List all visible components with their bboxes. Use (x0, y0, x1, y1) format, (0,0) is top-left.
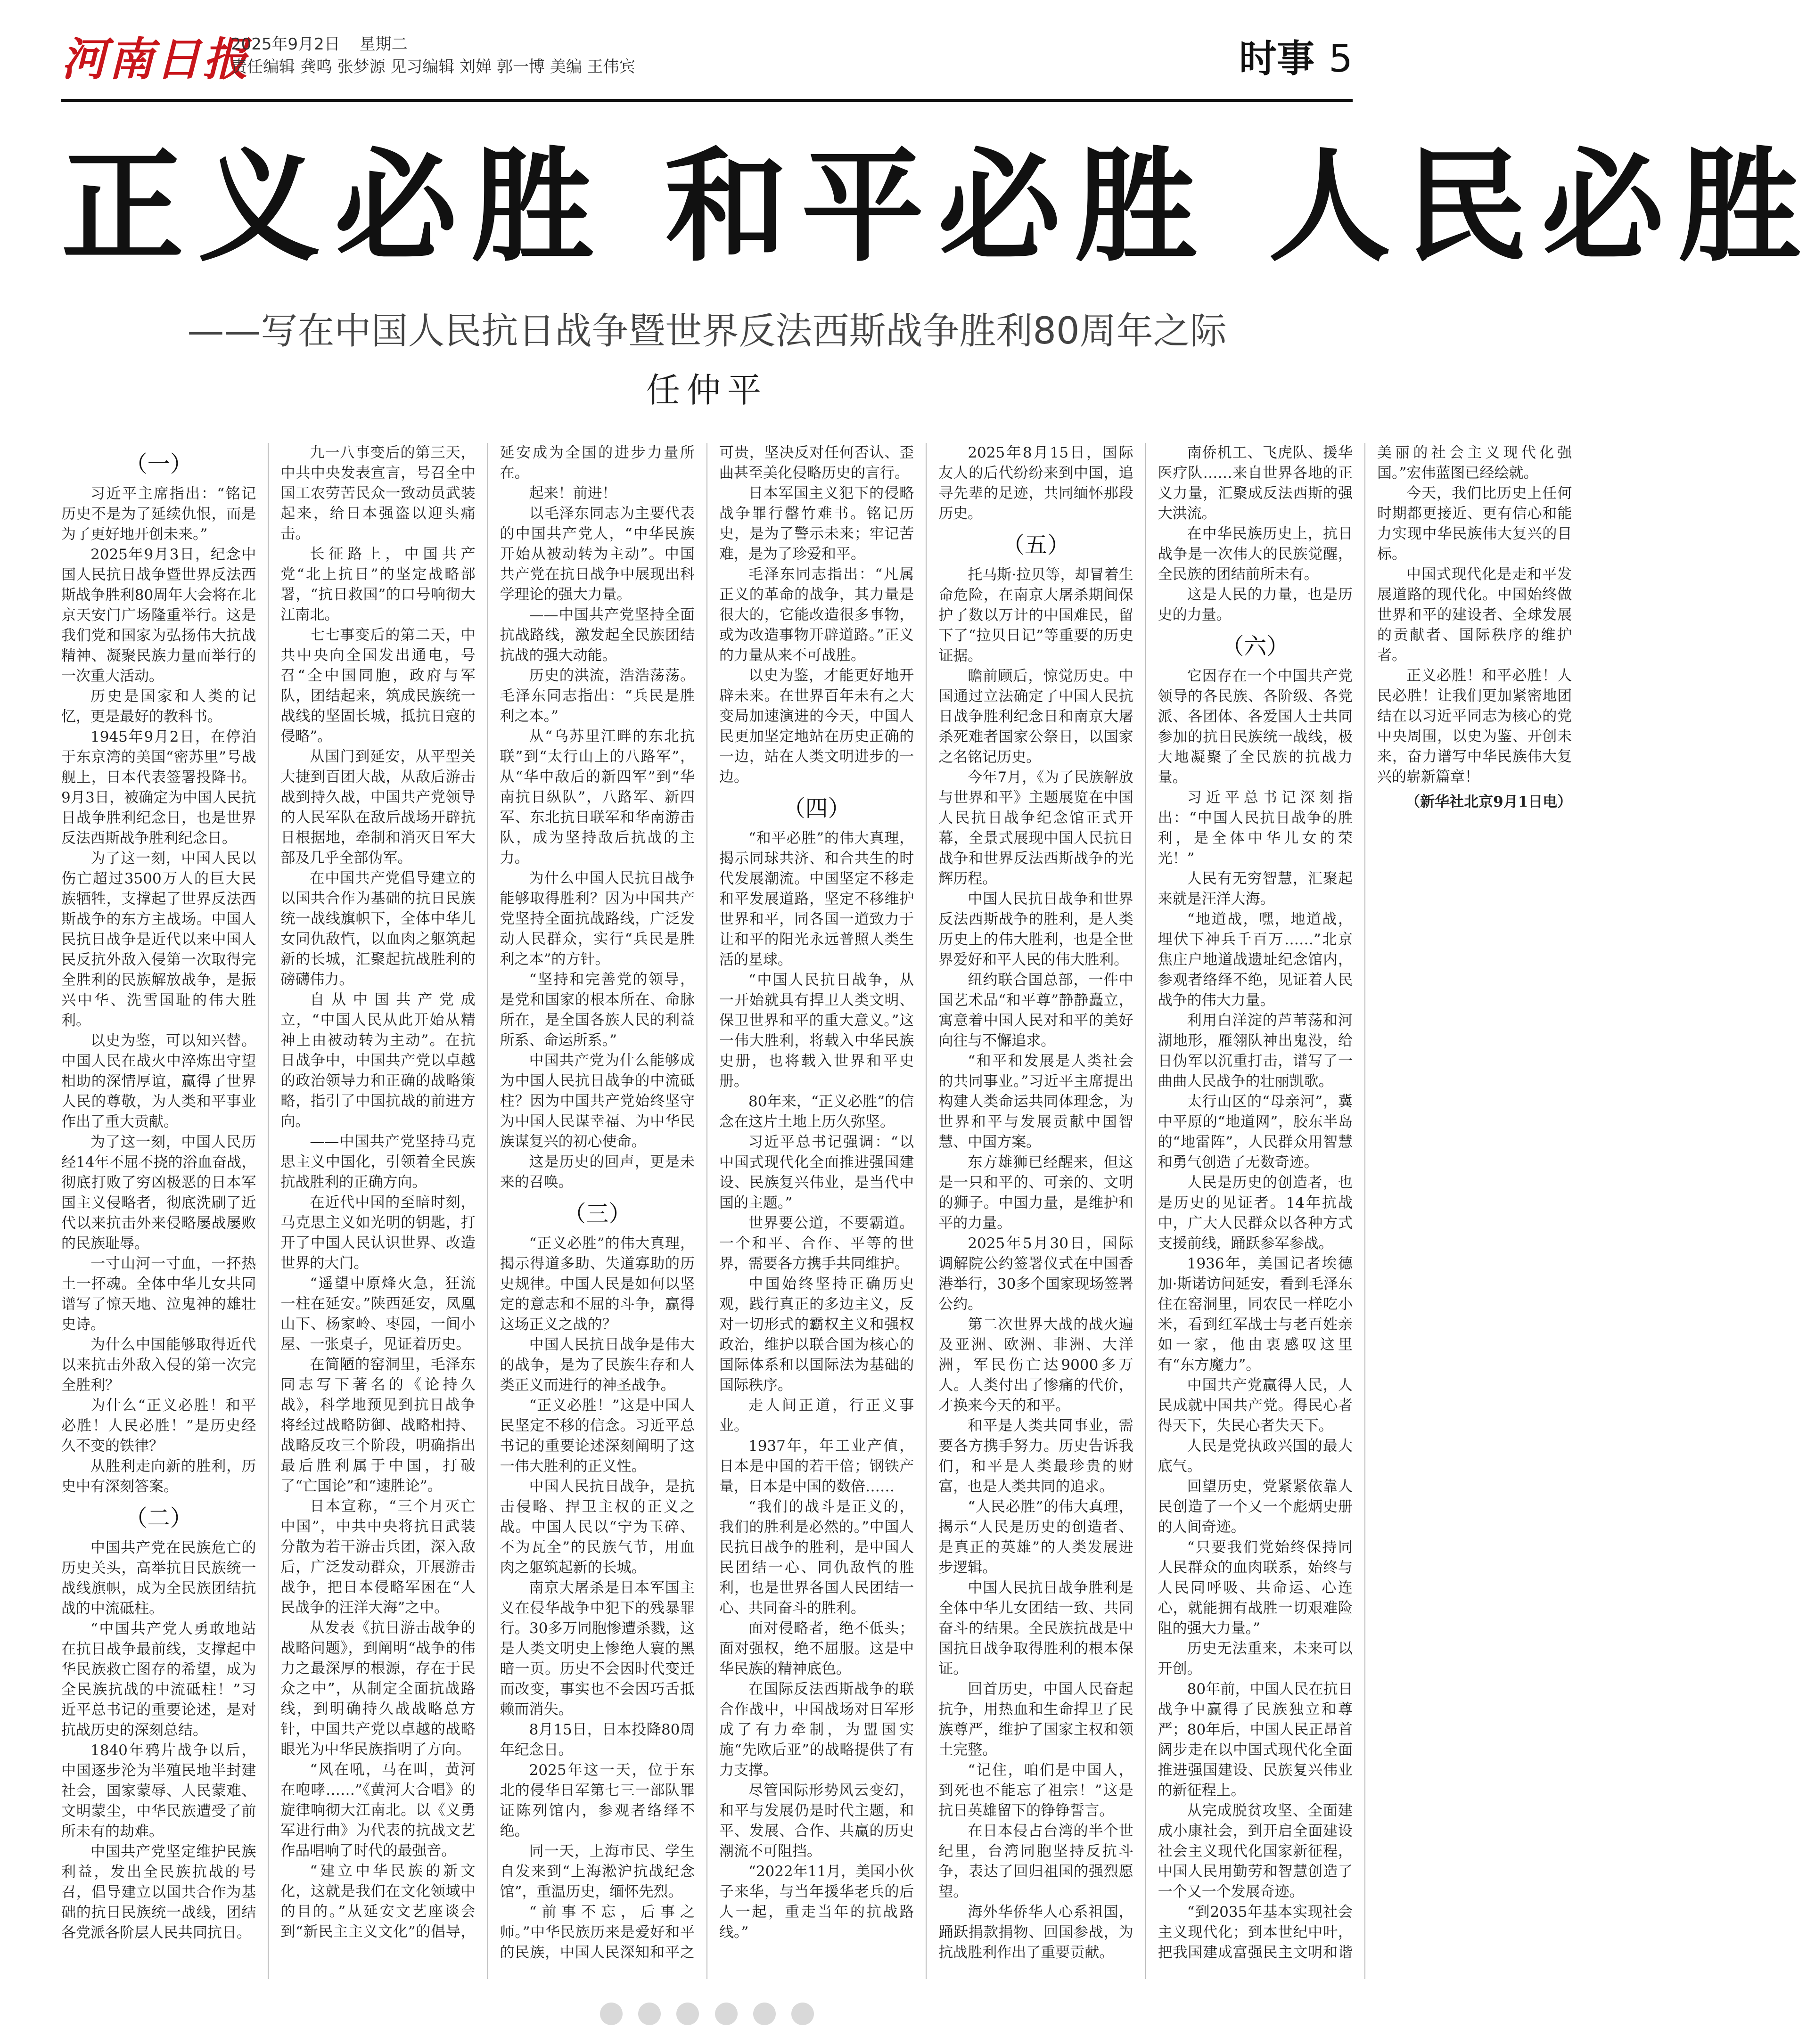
body-paragraph: 习近平主席指出：“铭记历史不是为了延续仇恨，而是为了更好地开创未来。” (61, 485, 256, 543)
body-paragraph: 托马斯·拉贝等，却冒着生命危险，在南京大屠杀期间保护了数以万计的中国难民，留下了“拉贝日记”等重要的历史证据。 (938, 566, 1133, 664)
news-agency-credit: （新华社北京9月1日电） (1405, 793, 1572, 810)
body-paragraph: 九一八事变后的第三天，中共中央发表宣言，号召全中国工农劳苦民众一致动员武装起来，给日本强盗以迎头痛击。 (280, 444, 476, 542)
body-paragraph: 以史为鉴，才能更好地开辟未来。在世界百年未有之大变局加速演进的今天，中国人民更加坚定地站在历史正确的一边，站在人类文明进步的一边。 (719, 667, 914, 785)
registration-dot (753, 2003, 776, 2025)
registration-dot (791, 2003, 814, 2025)
body-paragraph: 自从中国共产党成立，“中国人民从此开始从精神上由被动转为主动”。在抗日战争中，中国共产党以卓越的政治领导力和正确的战略策略，指引了中国抗战的前进方向。 (280, 991, 476, 1130)
body-paragraph: 中国共产党赢得人民，人民成就中国共产党。得民心者得天下，失民心者失天下。 (1158, 1377, 1353, 1434)
body-paragraph: 从“乌苏里江畔的东北抗联”到“太行山上的八路军”，从“华中敌后的新四军”到“华南抗日纵队”，八路军、新四军、东北抗日联军和华南游击队，成为坚持敌后抗战的主力。 (500, 728, 695, 867)
body-paragraph: 中国始终坚持正确历史观，践行真正的多边主义，反对一切形式的霸权主义和强权政治，维护以联合国为核心的国际体系和以国际法为基础的国际秩序。 (719, 1275, 914, 1394)
body-paragraph: 起来！前进！ (529, 485, 617, 502)
body-paragraph: 海外华侨华人心系祖国，踊跃捐款捐物、回国参战，为抗战胜利作出了重要贡献。 (938, 1904, 1133, 1961)
body-paragraph: 中国式现代化是走和平发展道路的现代化。中国始终做世界和平的建设者、全球发展的贡献者、国际秩序的维护者。 (1377, 566, 1572, 664)
body-paragraph: “建立中华民族的新文化，这就是我们在文化领域中的目的。”从延安文艺座谈会到“新民主主义文化”的倡导，延安成为全国的进步力量所在。 (280, 444, 695, 1940)
body-paragraph: 这是人民的力量，也是历史的力量。 (1158, 586, 1353, 623)
body-paragraph: 历史无法重来，未来可以开创。 (1158, 1640, 1353, 1677)
body-paragraph: “人民必胜”的伟大真理，揭示“人民是历史的创造者、是真正的英雄”的人类发展进步逻辑。 (938, 1498, 1133, 1576)
body-paragraph: “2022年11月，美国小伙子来华，与当年援华老兵的后人一起，重走当年的抗战路线。” (719, 1863, 914, 1941)
body-paragraph: 在日本侵占台湾的半个世纪里，台湾同胞坚持反抗斗争，表达了回归祖国的强烈愿望。 (938, 1823, 1133, 1900)
page-footer (0, 2003, 1414, 2031)
editors-line: 责任编辑 龚鸣 张梦源 见习编辑 刘婵 郭一博 美编 王伟宾 (231, 57, 635, 76)
body-paragraph: “正义必胜！”这是中国人民坚定不移的信念。习近平总书记的重要论述深刻阐明了这一伟大胜利的正义性。 (500, 1397, 695, 1475)
body-paragraph: 80年来，“正义必胜”的信念在这片土地上历久弥坚。 (719, 1093, 914, 1130)
body-paragraph: 回望历史，党紧紧依靠人民创造了一个又一个彪炳史册的人间奇迹。 (1158, 1478, 1353, 1536)
section-heading: （一） (124, 451, 193, 477)
body-paragraph: “中国人民抗日战争，从一开始就具有捍卫人类文明、保卫世界和平的重大意义。”这一伟大胜利，将载入中华民族史册，也将载入世界和平史册。 (719, 972, 914, 1090)
body-paragraph: 正义必胜！和平必胜！人民必胜！让我们更加紧密地团结在以习近平同志为核心的党中央周围，以史为鉴、开创未来，奋力谱写中华民族伟大复兴的崭新篇章！ (1377, 667, 1572, 785)
body-paragraph: 为什么“正义必胜！和平必胜！人民必胜！”是历史经久不变的铁律？ (61, 1397, 256, 1455)
body-paragraph: 在简陋的窑洞里，毛泽东同志写下著名的《论持久战》，科学地预见到抗日战争将经过战略防御、战略相持、战略反攻三个阶段，明确指出最后胜利属于中国，打破了“亡国论”和“速胜论”。 (280, 1356, 476, 1495)
body-paragraph: “正义必胜”的伟大真理，揭示得道多助、失道寡助的历史规律。中国人民是如何以坚定的意志和不屈的斗争，赢得这场正义之战的？ (500, 1235, 695, 1333)
body-paragraph: 太行山区的“母亲河”，冀中平原的“地道网”，胶东半岛的“地雷阵”，人民群众用智慧和勇气创造了无数奇迹。 (1158, 1093, 1353, 1171)
body-paragraph: 中国共产党在民族危亡的历史关头，高举抗日民族统一战线旗帜，成为全民族团结抗战的中流砥柱。 (61, 1539, 256, 1617)
masthead (61, 19, 1353, 102)
body-paragraph: 从胜利走向新的胜利，历史中有深刻答案。 (61, 1458, 256, 1495)
body-paragraph: 1945年9月2日，在停泊于东京湾的美国“密苏里”号战舰上，日本代表签署投降书。9月3日，被确定为中国人民抗日战争胜利纪念日，也是世界反法西斯战争胜利纪念日。 (61, 728, 256, 847)
body-paragraph: 在国际反法西斯战争的联合作战中，中国战场对日军形成了有力牵制，为盟国实施“先欧后亚”的战略提供了有力支撑。 (719, 1681, 914, 1779)
body-paragraph: “到2035年基本实现社会主义现代化；到本世纪中叶，把我国建成富强民主文明和谐美丽的社会主义现代化强国。”宏伟蓝图已经绘就。 (1158, 444, 1572, 1961)
body-paragraph: 尽管国际形势风云变幻，和平与发展仍是时代主题，和平、发展、合作、共赢的历史潮流不可阻挡。 (719, 1782, 914, 1860)
section-heading: （四） (782, 795, 851, 822)
body-paragraph: 日本宣称，“三个月灭亡中国”，中共中央将抗日武装分散为若干游击兵团，深入敌后，广泛发动群众，开展游击战争，把日本侵略军困在“人民战争的汪洋大海”之中。 (280, 1498, 476, 1616)
body-paragraph: 南侨机工、飞虎队、援华医疗队……来自世界各地的正义力量，汇聚成反法西斯的强大洪流。 (1158, 444, 1353, 522)
body-paragraph: 它因存在一个中国共产党领导的各民族、各阶级、各党派、各团体、各爱国人士共同参加的抗日民族统一战线，极大地凝聚了全民族的抗战力量。 (1158, 668, 1353, 786)
section-heading: （三） (563, 1201, 632, 1227)
issue-weekday: 星期二 (359, 35, 408, 54)
section-name: 时事 (1239, 37, 1315, 81)
body-paragraph: 习近平总书记深刻指出：“中国人民抗日战争的胜利，是全体中华儿女的荣光！” (1158, 789, 1353, 867)
registration-dot (676, 2003, 699, 2025)
body-paragraph: 为了这一刻，中国人民以伤亡超过3500万人的巨大民族牺牲，支撑起了世界反法西斯战争的东方主战场。中国人民抗日战争是近代以来中国人民反抗外敌入侵第一次取得完全胜利的民族解放战争，是振兴中华、洗雪国耻的伟大胜利。 (61, 850, 256, 1029)
body-paragraph: “风在吼，马在叫，黄河在咆哮……”《黄河大合唱》的旋律响彻大江南北。以《义勇军进行曲》为代表的抗战文艺作品唱响了时代的最强音。 (280, 1761, 476, 1859)
body-paragraph: 南京大屠杀是日本军国主义在侵华战争中犯下的残暴罪行。30多万同胞惨遭杀戮，这是人类文明史上惨绝人寰的黑暗一页。历史不会因时代变迁而改变，事实也不会因巧舌抵赖而消失。 (500, 1579, 695, 1718)
section-heading: （二） (124, 1505, 193, 1531)
body-paragraph: 毛泽东同志指出：“凡属正义的革命的战争，其力量是很大的，它能改造很多事物，或为改造事物开辟道路。”正义的力量从来不可战胜。 (719, 566, 914, 664)
body-paragraph: 为了这一刻，中国人民历经14年不屈不挠的浴血奋战，彻底打败了穷凶极恶的日本军国主义侵略者，彻底洗刷了近代以来抗击外来侵略屡战屡败的民族耻辱。 (61, 1134, 256, 1252)
body-paragraph: 利用白洋淀的芦苇荡和河湖地形，雁翎队神出鬼没，给日伪军以沉重打击，谱写了一曲曲人民战争的壮丽凯歌。 (1158, 1012, 1353, 1090)
body-paragraph: 纽约联合国总部，一件中国艺术品“和平尊”静静矗立，寓意着中国人民对和平的美好向往与不懈追求。 (938, 972, 1133, 1049)
body-paragraph: 在中华民族历史上，抗日战争是一次伟大的民族觉醒，全民族的团结前所未有。 (1158, 525, 1353, 583)
section-heading: （六） (1221, 633, 1289, 660)
body-paragraph: 同一天，上海市民、学生自发来到“上海淞沪抗战纪念馆”，重温历史，缅怀先烈。 (500, 1843, 695, 1900)
body-paragraph: “记住，咱们是中国人，到死也不能忘了祖宗！”这是抗日英雄留下的铮铮誓言。 (938, 1762, 1133, 1819)
body-paragraph: 为什么中国人民抗日战争能够取得胜利？因为中国共产党坚持全面抗战路线，广泛发动人民群众，实行“兵民是胜利之本”的方针。 (500, 870, 695, 968)
body-paragraph: “地道战，嘿，地道战，埋伏下神兵千百万……”北京焦庄户地道战遗址纪念馆内，参观者络绎不绝，见证着人民战争的伟大力量。 (1158, 911, 1353, 1009)
body-paragraph: 日本军国主义犯下的侵略战争罪行罄竹难书。铭记历史，是为了警示未来；牢记苦难，是为了珍爱和平。 (719, 485, 914, 563)
body-paragraph: 1937年，年工业产值，日本是中国的若干倍；钢铁产量，日本是中国的数倍…… (719, 1438, 914, 1495)
paper-logo: 河南日报 (61, 33, 250, 86)
body-paragraph: “坚持和完善党的领导，是党和国家的根本所在、命脉所在，是全国各族人民的利益所系、命运所系。” (500, 971, 695, 1049)
page-number: 5 (1329, 37, 1353, 81)
body-paragraph: 1840年鸦片战争以后，中国逐步沦为半殖民地半封建社会，国家蒙辱、人民蒙难、文明蒙尘，中华民族遭受了前所未有的劫难。 (61, 1742, 256, 1840)
body-paragraph: 2025年这一天，位于东北的侵华日军第七三一部队罪证陈列馆内，参观者络绎不绝。 (500, 1762, 695, 1840)
body-paragraph: 东方雄狮已经醒来，但这是一只和平的、可亲的、文明的狮子。中国力量，是维护和平的力量。 (938, 1154, 1133, 1232)
body-paragraph: 人民是党执政兴国的最大底气。 (1158, 1438, 1353, 1475)
body-paragraph: 这是历史的回声，更是未来的召唤。 (500, 1153, 695, 1191)
registration-dot (638, 2003, 661, 2025)
body-paragraph: 回首历史，中国人民奋起抗争，用热血和生命捍卫了民族尊严，维护了国家主权和领土完整。 (938, 1681, 1133, 1758)
body-paragraph: 习近平总书记强调：“以中国式现代化全面推进强国建设、民族复兴伟业，是当代中国的主题。” (719, 1134, 914, 1211)
body-paragraph: 历史是国家和人类的记忆，更是最好的教科书。 (61, 688, 256, 725)
body-paragraph: 今天，我们比历史上任何时期都更接近、更有信心和能力实现中华民族伟大复兴的目标。 (1377, 485, 1572, 563)
body-paragraph: 长征路上，中国共产党“北上抗日”的坚定战略部署，“抗日救国”的口号响彻大江南北。 (280, 546, 476, 623)
body-paragraph: 中国人民抗日战争是伟大的战争，是为了民族生存和人类正义而进行的神圣战争。 (500, 1336, 695, 1394)
article-body (61, 443, 1572, 1979)
body-paragraph: 80年前，中国人民在抗日战争中赢得了民族独立和尊严；80年后，中国人民正昂首阔步走在以中国式现代化全面推进强国建设、民族复兴伟业的新征程上。 (1158, 1681, 1353, 1799)
section-heading: （五） (1002, 532, 1070, 558)
body-paragraph: 和平是人类共同事业，需要各方携手努力。历史告诉我们，和平是人类最珍贵的财富，也是人类共同的追求。 (938, 1417, 1133, 1495)
body-paragraph: 从发表《抗日游击战争的战略问题》，到阐明“战争的伟力之最深厚的根源，存在于民众之中”，从制定全面抗战路线，到明确持久战战略总方针，中国共产党以卓越的战略眼光为中华民族指明了方向。 (280, 1619, 476, 1758)
body-paragraph: 2025年5月30日，国际调解院公约签署仪式在中国香港举行，30多个国家现场签署公约。 (938, 1235, 1133, 1313)
body-paragraph: 在中国共产党倡导建立的以国共合作为基础的抗日民族统一战线旗帜下，全体中华儿女同仇敌忾，以血肉之躯筑起新的长城，汇聚起抗战胜利的磅礴伟力。 (280, 870, 476, 988)
body-paragraph: “遥望中原烽火急，狂流一柱在延安。”陕西延安，凤凰山下、杨家岭、枣园，一间小屋、一张桌子，见证着历史。 (280, 1275, 476, 1353)
body-paragraph: 1936年，美国记者埃德加·斯诺访问延安，看到毛泽东住在窑洞里，同农民一样吃小米，看到红军战士与老百姓亲如一家，他由衷感叹这里有“东方魔力”。 (1158, 1255, 1353, 1374)
body-paragraph: 第二次世界大战的战火遍及亚洲、欧洲、非洲、大洋洲，军民伤亡达9000多万人。人类付出了惨痛的代价，才换来今天的和平。 (938, 1316, 1133, 1414)
body-paragraph: 以毛泽东同志为主要代表的中国共产党人，“中华民族开始从被动转为主动”。中国共产党在抗日战争中展现出科学理论的强大力量。 (500, 505, 695, 603)
article-headline: 正义必胜 和平必胜 人民必胜 (61, 136, 1815, 278)
body-paragraph: 以史为鉴，可以知兴替。中国人民在战火中淬炼出守望相助的深情厚谊，赢得了世界人民的尊敬，为人类和平事业作出了重大贡献。 (61, 1032, 256, 1130)
body-paragraph: “前事不忘，后事之师。”中华民族历来是爱好和平的民族，中国人民深知和平之可贵，坚决反对任何否认、歪曲甚至美化侵略历史的言行。 (500, 444, 914, 1961)
issue-date: 2025年9月2日 (231, 35, 340, 54)
body-paragraph: 中国人民抗日战争胜利是全体中华儿女团结一致、共同奋斗的结果。全民族抗战是中国抗日战争取得胜利的根本保证。 (938, 1579, 1133, 1677)
body-paragraph: 2025年8月15日，国际友人的后代纷纷来到中国，追寻先辈的足迹，共同缅怀那段历史。 (938, 444, 1133, 522)
body-paragraph: 人民有无穷智慧，汇聚起来就是汪洋大海。 (1158, 870, 1353, 908)
body-paragraph: 走人间正道，行正义事业。 (719, 1397, 914, 1434)
body-paragraph: 中国共产党坚定维护民族利益，发出全民族抗战的号召，倡导建立以国共合作为基础的抗日民族统一战线，团结各党派各阶层人民共同抗日。 (61, 1843, 256, 1941)
body-paragraph: ——中国共产党坚持全面抗战路线，激发起全民族团结抗战的强大动能。 (500, 606, 695, 664)
body-paragraph: 世界要公道，不要霸道。一个和平、合作、平等的世界，需要各方携手共同维护。 (719, 1215, 914, 1272)
registration-dot (715, 2003, 738, 2025)
article-subtitle: ——写在中国人民抗日战争暨世界反法西斯战争胜利80周年之际 (187, 310, 1227, 352)
article-author: 任仲平 (646, 370, 768, 410)
body-paragraph: 面对侵略者，绝不低头；面对强权，绝不屈服。这是中华民族的精神底色。 (719, 1620, 914, 1677)
body-paragraph: 为什么中国能够取得近代以来抗击外敌入侵的第一次完全胜利？ (61, 1336, 256, 1394)
body-paragraph: 瞻前顾后，惊觉历史。中国通过立法确定了中国人民抗日战争胜利纪念日和南京大屠杀死难者国家公祭日，以国家之名铭记历史。 (938, 668, 1133, 766)
registration-dot (600, 2003, 623, 2025)
body-paragraph: 七七事变后的第二天，中共中央向全国发出通电，号召“全中国同胞，政府与军队，团结起来，筑成民族统一战线的坚固长城，抵抗日寇的侵略”。 (280, 627, 476, 745)
body-paragraph: “中国共产党人勇敢地站在抗日战争最前线，支撑起中华民族救亡图存的希望，成为全民族抗战的中流砥柱！”习近平总书记的重要论述，是对抗战历史的深刻总结。 (61, 1620, 256, 1739)
body-paragraph: 今年7月，《为了民族解放与世界和平》主题展览在中国人民抗日战争纪念馆正式开幕，全景式展现中国人民抗日战争和世界反法西斯战争的光辉历程。 (938, 769, 1133, 887)
body-paragraph: 8月15日，日本投降80周年纪念日。 (500, 1721, 695, 1758)
body-paragraph: 中国人民抗日战争，是抗击侵略、捍卫主权的正义之战。中国人民以“宁为玉碎、不为瓦全”的民族气节，用血肉之躯筑起新的长城。 (500, 1478, 695, 1576)
body-paragraph: “我们的战斗是正义的，我们的胜利是必然的。”中国人民抗日战争的胜利，是中国人民团结一心、同仇敌忾的胜利，也是世界各国人民团结一心、共同奋斗的胜利。 (719, 1498, 914, 1617)
body-paragraph: 中国共产党为什么能够成为中国人民抗日战争的中流砥柱？因为中国共产党始终坚守为中国人民谋幸福、为中华民族谋复兴的初心使命。 (500, 1052, 695, 1150)
body-paragraph: ——中国共产党坚持马克思主义中国化，引领着全民族抗战胜利的正确方向。 (280, 1133, 476, 1191)
body-paragraph: 一寸山河一寸血，一抔热土一抔魂。全体中华儿女共同谱写了惊天地、泣鬼神的雄壮史诗。 (61, 1255, 256, 1333)
body-paragraph: “和平必胜”的伟大真理，揭示同球共济、和合共生的时代发展潮流。中国坚定不移走和平发展道路，坚定不移维护世界和平，同各国一道致力于让和平的阳光永远普照人类生活的星球。 (719, 830, 914, 968)
body-paragraph: 2025年9月3日，纪念中国人民抗日战争暨世界反法西斯战争胜利80周年大会将在北京天安门广场隆重举行。这是我们党和国家为弘扬伟大抗战精神、凝聚民族力量而举行的一次重大活动。 (61, 546, 256, 685)
issue-meta (231, 33, 645, 78)
body-paragraph: “只要我们党始终保持同人民群众的血肉联系，始终与人民同呼吸、共命运、心连心，就能拥有战胜一切艰难险阻的强大力量。” (1158, 1539, 1353, 1637)
body-paragraph: 历史的洪流，浩浩荡荡。毛泽东同志指出：“兵民是胜利之本。” (500, 667, 695, 725)
section-label (1239, 28, 1353, 82)
body-paragraph: 中国人民抗日战争和世界反法西斯战争的胜利，是人类历史上的伟大胜利，也是全世界爱好和平人民的伟大胜利。 (938, 891, 1133, 968)
body-paragraph: 从完成脱贫攻坚、全面建成小康社会，到开启全面建设社会主义现代化国家新征程，中国人民用勤劳和智慧创造了一个又一个发展奇迹。 (1158, 1802, 1353, 1900)
body-paragraph: 人民是历史的创造者，也是历史的见证者。14年抗战中，广大人民群众以各种方式支援前线，踊跃参军参战。 (1158, 1174, 1353, 1252)
body-paragraph: 在近代中国的至暗时刻，马克思主义如光明的钥匙，打开了中国人民认识世界、改造世界的大门。 (280, 1194, 476, 1272)
body-paragraph: 从国门到延安，从平型关大捷到百团大战，从敌后游击战到持久战，中国共产党领导的人民军队在敌后战场开辟抗日根据地，牵制和消灭日军大部及几乎全部伪军。 (280, 748, 476, 867)
body-paragraph: “和平和发展是人类社会的共同事业。”习近平主席提出构建人类命运共同体理念，为世界和平与发展贡献中国智慧、中国方案。 (938, 1053, 1133, 1151)
